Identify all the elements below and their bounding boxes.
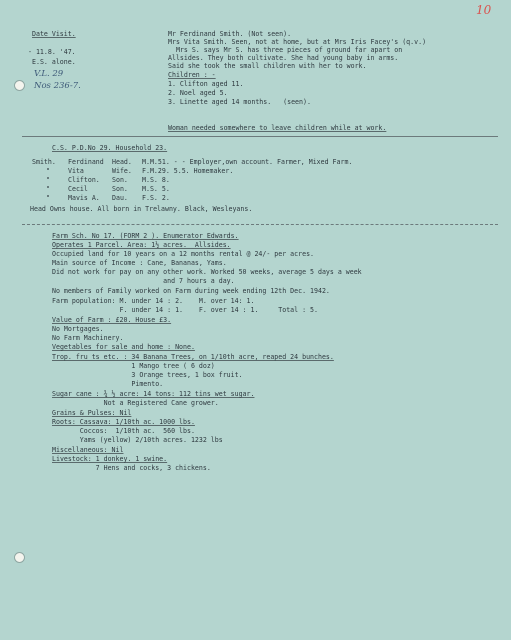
visit-visitor: E.S. alone. — [32, 58, 76, 66]
note-line: Mrs Vita Smith. Seen, not at home, but at Mrs Iris Facey's (q.v.) — [168, 38, 427, 46]
member-surname: " — [46, 167, 50, 175]
farm-line: No Mortgages. — [52, 325, 104, 333]
farm-line: F. under 14 : 1. F. over 14 : 1. Total : 5. — [52, 306, 318, 314]
punch-hole-top — [14, 80, 25, 91]
punch-hole-bottom — [14, 552, 25, 563]
note-line: 2. Noel aged 5. — [168, 89, 228, 97]
member-relation: Son. — [112, 176, 128, 184]
household-header: C.S. P.D.No 29. Household 23. — [52, 144, 168, 152]
note-line: Said she took the small children with her to work. — [168, 62, 367, 70]
farm-line: Sugar cane : ¾ ½ acre: 14 tons: 112 tins wet sugar. — [52, 390, 255, 398]
household-footer: Head Owns house. All born in Trelawny. Black, Wesleyans. — [30, 205, 253, 213]
note-line: 1. Clifton aged 11. — [168, 80, 244, 88]
member-details: M.S. 8. — [142, 176, 170, 184]
section-divider — [22, 136, 498, 137]
member-surname: " — [46, 176, 50, 184]
farm-line: Occupied land for 10 years on a 12 months rental @ 24/- per acres. — [52, 250, 315, 258]
section-divider — [22, 224, 498, 225]
farm-line: and 7 hours a day. — [52, 277, 235, 285]
note-line: Mrs S. says Mr S. has three pieces of ground far apart on — [168, 46, 403, 54]
farm-line: Value of Farm : £20. House £3. — [52, 316, 172, 324]
farm-line: Not a Registered Cane grower. — [52, 399, 219, 407]
member-name: Clifton. — [68, 176, 100, 184]
farm-line: Operates 1 Parcel. Area: 1½ acres. Allsides. — [52, 241, 231, 249]
farm-line: Yams (yellow) 2/10th acres. 1232 lbs — [52, 436, 223, 444]
member-relation: Head. — [112, 158, 132, 166]
farm-line: 7 Hens and cocks, 3 chickens. — [52, 464, 211, 472]
member-relation: Son. — [112, 185, 128, 193]
member-details: M.S. 5. — [142, 185, 170, 193]
note-line: 3. Linette aged 14 months. (seen). — [168, 98, 311, 106]
note-line: Children : - — [168, 71, 216, 79]
farm-line: Main source of Income : Cane, Bananas, Yams. — [52, 259, 227, 267]
member-name: Ferdinand — [68, 158, 104, 166]
visit-label: Date Visit. — [32, 30, 76, 38]
member-name: Mavis A. — [68, 194, 100, 202]
farm-line: Livestock: 1 donkey. 1 swine. — [52, 455, 168, 463]
farm-line: Roots: Cassava: 1/10th ac. 1000 lbs. — [52, 418, 195, 426]
note-line: Allsides. They both cultivate. She had young baby in arms. — [168, 54, 399, 62]
member-relation: Dau. — [112, 194, 128, 202]
member-name: Cecil — [68, 185, 88, 193]
member-name: Vita — [68, 167, 84, 175]
visit-nos: Nos 236-7. — [34, 81, 81, 91]
member-surname: " — [46, 194, 50, 202]
visit-vl: V.L. 29 — [34, 69, 64, 79]
farm-line: Vegetables for sale and home : None. — [52, 343, 195, 351]
farm-line: Grains & Pulses: Nil — [52, 409, 132, 417]
member-surname: " — [46, 185, 50, 193]
farm-line: Did not work for pay on any other work. Worked 50 weeks, average 5 days a week — [52, 268, 362, 276]
farm-line: 1 Mango tree ( 6 doz) — [52, 362, 215, 370]
note-line: Woman needed somewhere to leave children while at work. — [168, 124, 387, 132]
farm-line: Farm population: M. under 14 : 2. M. over 14: 1. — [52, 297, 255, 305]
farm-line: No members of Family worked on Farm during week ending 12th Dec. 1942. — [52, 287, 330, 295]
farm-line: Farm Sch. No 17. (FORM 2 ). Enumerator Edwards. — [52, 232, 239, 240]
farm-line: No Farm Machinery. — [52, 334, 124, 342]
member-details: F.M.29. 5.5. Homemaker. — [142, 167, 234, 175]
farm-line: 3 Orange trees, 1 box fruit. — [52, 371, 243, 379]
farm-line: Pimento. — [52, 380, 164, 388]
visit-date: - 11.8. '47. — [28, 48, 76, 56]
farm-line: Coccos: 1/10th ac. 560 lbs. — [52, 427, 195, 435]
member-details: F.S. 2. — [142, 194, 170, 202]
member-details: M.M.51. - - Employer,own account. Farmer, Mixed Farm. — [142, 158, 353, 166]
member-relation: Wife. — [112, 167, 132, 175]
page-number: 10 — [476, 3, 492, 17]
farm-line: Trop. fru ts etc. : 34 Banana Trees, on 1/10th acre, reaped 24 bunches. — [52, 353, 334, 361]
farm-line: Miscellaneous: Nil — [52, 446, 124, 454]
member-surname: Smith. — [32, 158, 56, 166]
note-line: Mr Ferdinand Smith. (Not seen). — [168, 30, 292, 38]
